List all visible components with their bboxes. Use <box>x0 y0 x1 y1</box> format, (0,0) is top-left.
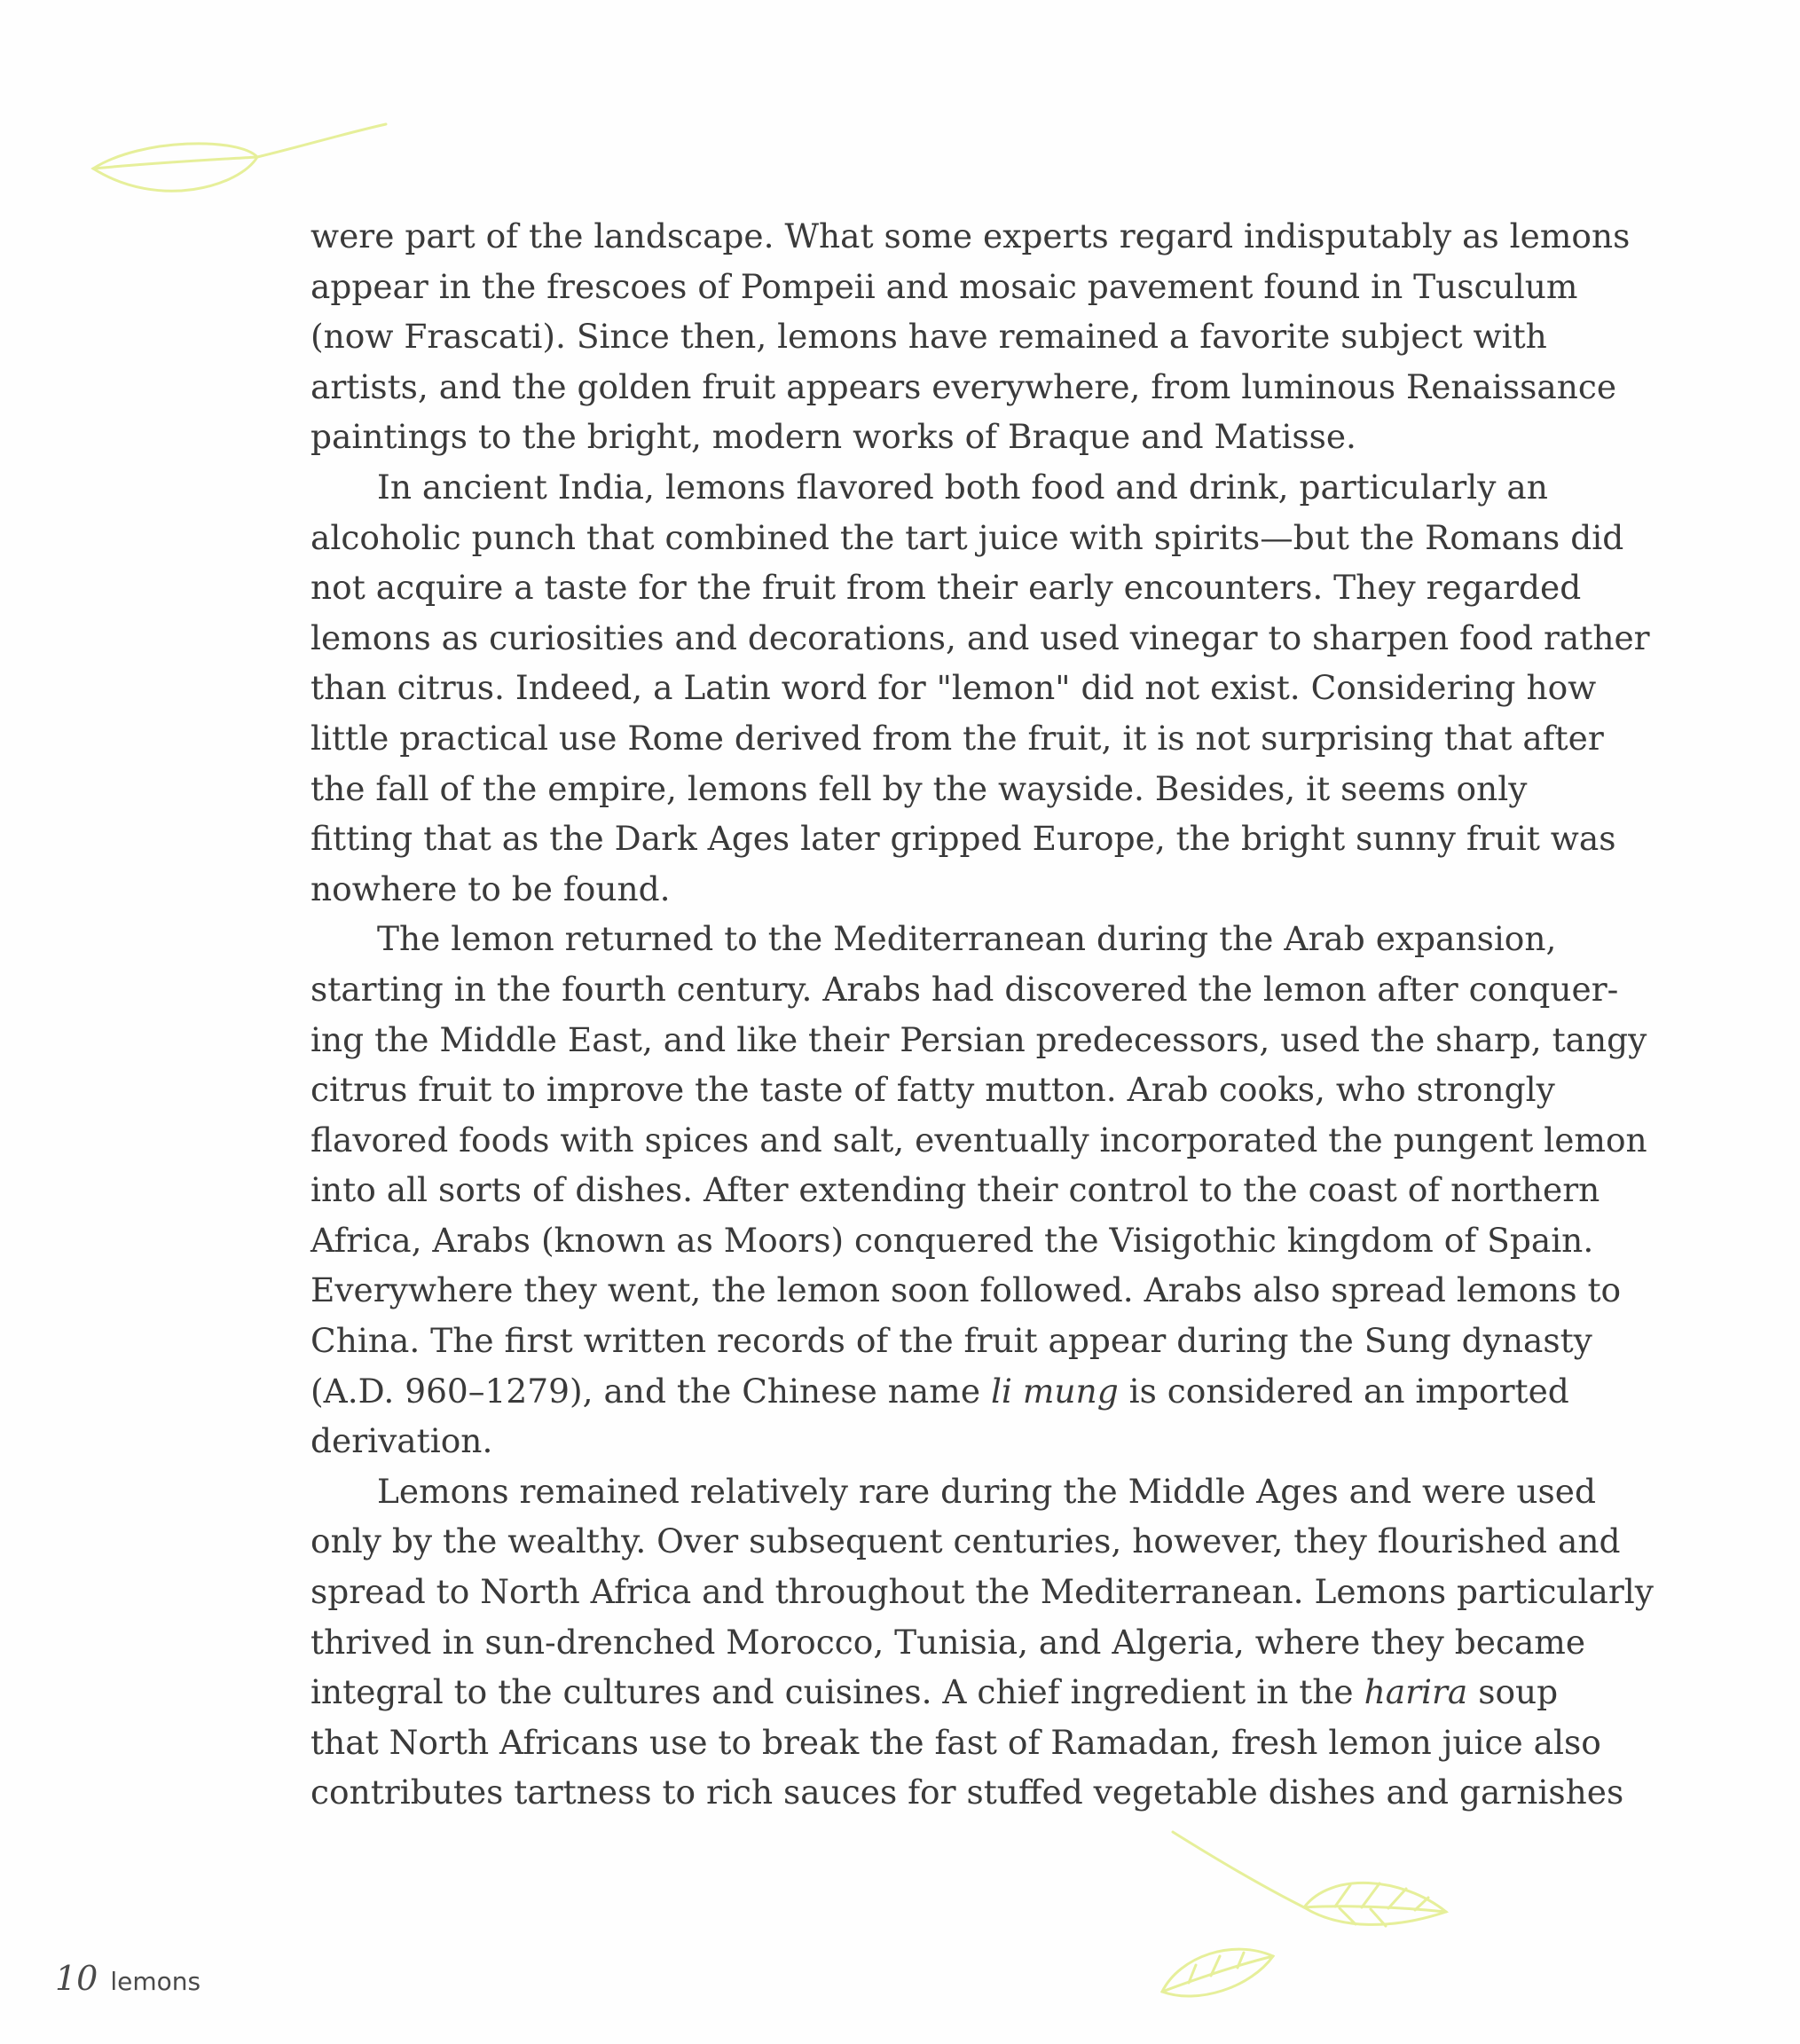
paragraph <box>310 914 1647 1466</box>
text-line: derivation. <box>310 1421 493 1461</box>
text-fragment: ( <box>310 1371 324 1411</box>
text-line: alcoholic punch that combined the tart juice with spirits—but the Romans did <box>310 517 1624 557</box>
text-line: not acquire a taste for the fruit from their early encounters. They regarded <box>310 568 1582 608</box>
text-line: little practical use Rome derived from the fruit, it is not surprising that after <box>310 718 1604 758</box>
page-footer <box>55 1959 200 1998</box>
text-line <box>310 1366 1569 1417</box>
text-fragment: is considered an imported <box>1118 1371 1569 1411</box>
text-line: spread to North Africa and throughout the Mediterranean. Lemons particularly <box>310 1572 1654 1612</box>
text-line: ing the Middle East, and like their Persian predecessors, used the sharp, tangy <box>310 1019 1647 1059</box>
text-line: paintings to the bright, modern works of Braque and Matisse. <box>310 417 1356 457</box>
text-fragment: soup <box>1467 1672 1559 1712</box>
text-line: thrived in sun-drenched Morocco, Tunisia, and Algeria, where they became <box>310 1622 1586 1662</box>
text-line: Everywhere they went, the lemon soon followed. Arabs also spread lemons to <box>310 1270 1622 1310</box>
text-line: were part of the landscape. What some experts regard indisputably as lemons <box>310 216 1631 256</box>
page-number: 10 <box>55 1959 98 1998</box>
text-line: only by the wealthy. Over subsequent centuries, however, they flourished and <box>310 1521 1621 1561</box>
text-line: starting in the fourth century. Arabs had discovered the lemon after conquer- <box>310 969 1619 1009</box>
text-line <box>310 1667 1559 1718</box>
text-line: into all sorts of dishes. After extending their control to the coast of northern <box>310 1170 1600 1210</box>
paragraph <box>310 211 1631 462</box>
text-line: flavored foods with spices and salt, eventually incorporated the pungent lemon <box>310 1120 1647 1160</box>
text-line: Lemons remained relatively rare during the Middle Ages and were used <box>377 1471 1596 1511</box>
foreign-term: li mung <box>990 1371 1119 1411</box>
foreign-term: harira <box>1364 1672 1468 1712</box>
text-line: appear in the frescoes of Pompeii and mosaic pavement found in Tusculum <box>310 266 1578 306</box>
text-line: lemons as curiosities and decorations, and used vinegar to sharpen food rather <box>310 617 1650 657</box>
text-line: that North Africans use to break the fast of Ramadan, fresh lemon juice also <box>310 1722 1601 1762</box>
running-footer-label: lemons <box>110 1967 201 1996</box>
body-text <box>310 211 1654 1818</box>
text-line: than citrus. Indeed, a Latin word for "lemon" did not exist. Considering how <box>310 668 1597 708</box>
era-abbreviation: A.D. <box>323 1371 395 1411</box>
text-line: (now Frascati). Since then, lemons have remained a favorite subject with <box>310 317 1547 357</box>
text-fragment: integral to the cultures and cuisines. A chief ingredient in the <box>310 1672 1364 1712</box>
text-line: artists, and the golden fruit appears everywhere, from luminous Renaissance <box>310 366 1617 406</box>
paragraph <box>310 462 1650 914</box>
paragraph <box>310 1466 1654 1818</box>
text-line: The lemon returned to the Mediterranean during the Arab expansion, <box>377 919 1557 959</box>
text-fragment: 960–1279), and the Chinese name <box>394 1371 991 1411</box>
text-line: China. The first written records of the fruit appear during the Sung dynasty <box>310 1321 1592 1361</box>
text-line: nowhere to be found. <box>310 869 671 908</box>
text-line: citrus fruit to improve the taste of fatty mutton. Arab cooks, who strongly <box>310 1070 1555 1110</box>
text-line: contributes tartness to rich sauces for stuffed vegetable dishes and garnishes <box>310 1773 1624 1812</box>
leaf-icon <box>89 111 390 217</box>
text-line: Africa, Arabs (known as Moors) conquered the Visigothic kingdom of Spain. <box>310 1220 1594 1260</box>
text-line: fitting that as the Dark Ages later gripped Europe, the bright sunny fruit was <box>310 819 1616 859</box>
text-line: In ancient India, lemons flavored both food and drink, particularly an <box>377 467 1548 507</box>
leaf-icon <box>1153 1823 1464 2009</box>
text-line: the fall of the empire, lemons fell by the wayside. Besides, it seems only <box>310 768 1528 808</box>
